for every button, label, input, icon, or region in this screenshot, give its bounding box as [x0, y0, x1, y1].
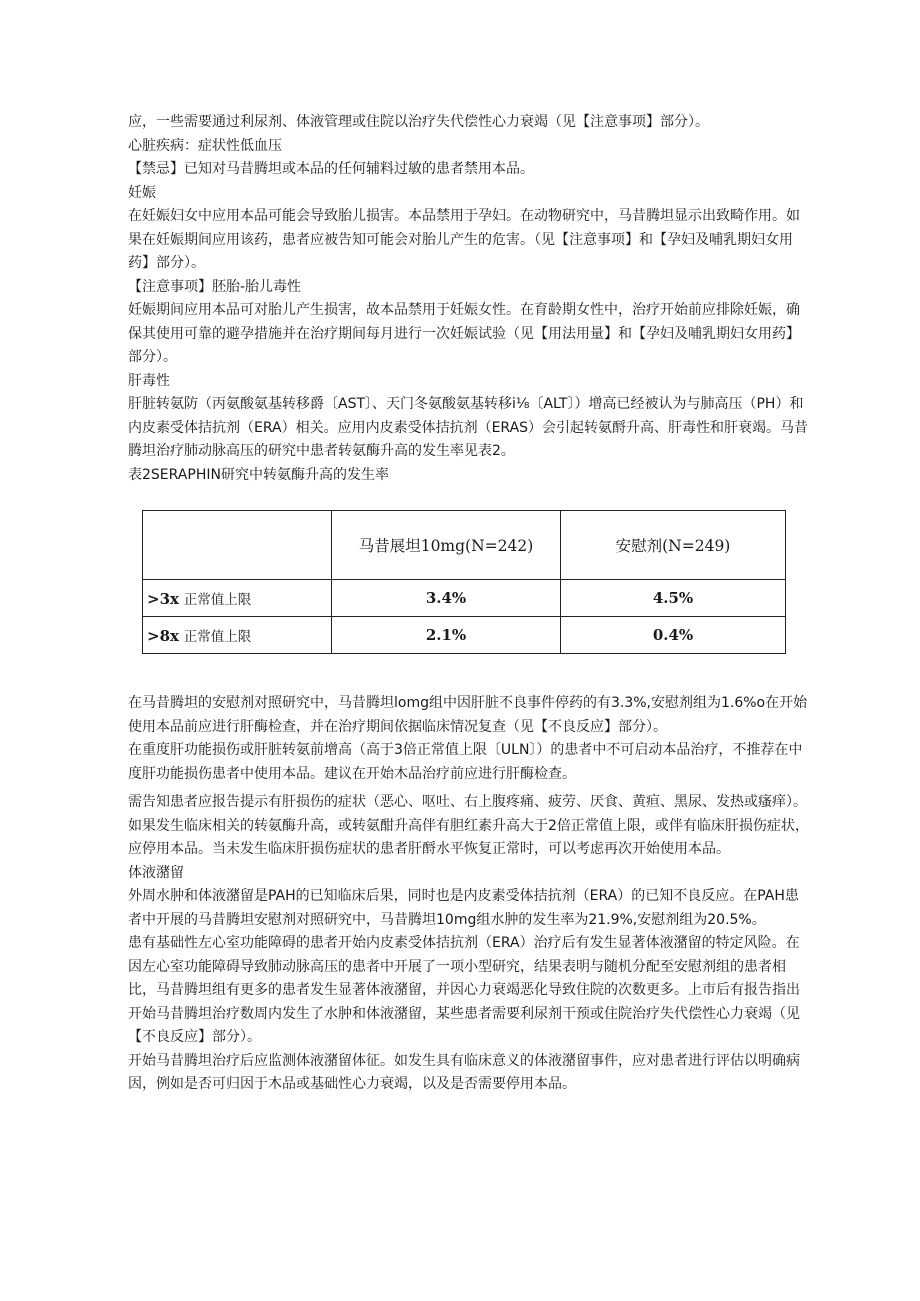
header-cell-empty: [143, 511, 332, 580]
placebo-value-cell: 4.5%: [561, 580, 786, 617]
placebo-value-cell: 0.4%: [561, 617, 786, 654]
drug-value-cell: 3.4%: [332, 580, 561, 617]
paragraph: 心脏疾病：症状性低血压: [128, 137, 282, 154]
table-header-row: [143, 511, 786, 580]
row-label: 正常值上限: [183, 629, 252, 645]
paragraph: 开始马昔腾坦治疗后应监测体液潴留体征。如发生具有临床意义的体液潴留事件，应对患者进行评估以明确病因，例如是否可归因于木品或基础性心力衰竭，以及是否需要停用本品。: [128, 1052, 800, 1092]
row-threshold: >8x: [147, 627, 179, 645]
section-heading: 妊娠: [128, 184, 156, 201]
paragraph: 妊娠期间应用本品可对胎儿产生损害，故本品禁用于妊娠女性。在育龄期女性中，治疗开始前应排除妊娠，确保其使用可靠的避孕措施并在治疗期间每月进行一次妊娠试验（见【用法用量】和【孕妇及哺乳期妇女用药】部分）。: [128, 302, 800, 365]
row-label: 正常值上限: [183, 592, 252, 608]
header-cell-placebo: 安慰剂(N=249): [561, 511, 786, 580]
paragraph: 患有基础性左心室功能障碍的患者开始内皮素受体拮抗剂（ERA）治疗后有发生显著体液潴留的特定风险。在因左心室功能障碍导致肺动脉高压的患者中开展了一项小型研究，结果表明与随机分配至安慰剂组的患者相比，马昔腾坦组有更多的患者发生显著体液潴留，并因心力衰竭恶化导致住院的次数更多。上市后有报告指出开始马昔腾坦治疗数周内发生了水肿和体液潴留，某些患者需要利尿剂干预或住院治疗失代偿性心力衰竭（见【不良反应】部分）。: [128, 935, 800, 1045]
paragraph: 在马昔腾坦的安慰剂对照研究中，马昔腾坦lomg组中因肝脏不良事件停药的有3.3%,安慰剂组为1.6%o在开始使用本品前应进行肝酶检查，并在治疗期间依据临床情况复查（见【不良反应】部分）。: [128, 695, 808, 735]
row-label-cell: [143, 580, 332, 617]
table-row: [143, 580, 786, 617]
section-heading: 肝毒性: [128, 372, 170, 389]
paragraph: 需告知患者应报告提示有肝损伤的症状（恶心、呕吐、右上腹疼痛、疲劳、厌食、黄疸、黑尿、发热或瘙痒）。如果发生临床相关的转氨酶升高，或转氨酣升高伴有胆红素升高大于2倍正常值上限，或伴有临床肝损伤症状，应停用本品。当未发生临床肝损伤症状的患者肝酹水平恢复正常时，可以考虑再次开始使用本品。: [128, 794, 809, 857]
paragraph: 外周水肿和体液潴留是PAH的已知临床后果，同时也是内皮素受体拮抗剂（ERA）的已知不良反应。在PAH患者中开展的马昔腾坦安慰剂对照研究中，马昔腾坦10mg组水肿的发生率为21.9%,安慰剂组为20.5%。: [128, 888, 799, 928]
lower-text-block: [128, 692, 810, 1097]
row-label-cell: [143, 617, 332, 654]
paragraph: 【禁忌】已知对马昔腾坦或本品的任何辅料过敏的患者禁用本品。: [128, 161, 534, 177]
paragraph: 肝脏转氨防（丙氨酸氨基转移爵〔AST〕、天门冬氨酸氨基转移i⅛〔ALT〕）增高已经被认为与肺高压（PH）和内皮素受体拮抗剂（ERA）相关。应用内皮素受体拮抗剂（ERAS）会引起转氨酹升高、肝毒性和肝衰竭。马昔腾坦治疗肺动脉高压的研究中患者转氨酶升高的发生率见表2。: [128, 396, 809, 459]
paragraph: 在妊娠妇女中应用本品可能会导致胎儿损害。本品禁用于孕妇。在动物研究中，马昔腾坦显示出致畸作用。如果在妊娠期间应用该药，患者应被告知可能会对胎儿产生的危害。（见【注意事项】和【孕妇及哺乳期妇女用药】部分）。: [128, 208, 800, 271]
drug-value-cell: 2.1%: [332, 617, 561, 654]
table-caption: 表2SERAPHIN研究中转氨酶升高的发生率: [128, 466, 389, 483]
table-row: [143, 617, 786, 654]
section-heading: 【注意事项】胚胎-胎儿毒性: [128, 278, 302, 295]
transaminase-table: [142, 510, 786, 654]
paragraph: 应，一些需要通过利尿剂、体液管理或住院以治疗失代偿性心力衰竭（见【注意事项】部分）。: [128, 114, 709, 130]
paragraph: 在重度肝功能损伤或肝脏转氨前增高（高于3倍正常值上限〔ULN〕）的患者中不可启动本品治疗，不推荐在中度肝功能损伤患者中使用本品。建议在开始木品治疗前应进行肝酶检查。: [128, 742, 803, 782]
upper-text-block: [128, 111, 810, 487]
row-threshold: >3x: [147, 590, 179, 608]
section-heading: 体液潴留: [128, 864, 184, 881]
header-cell-drug: 马昔展坦10mg(N=242): [332, 511, 561, 580]
